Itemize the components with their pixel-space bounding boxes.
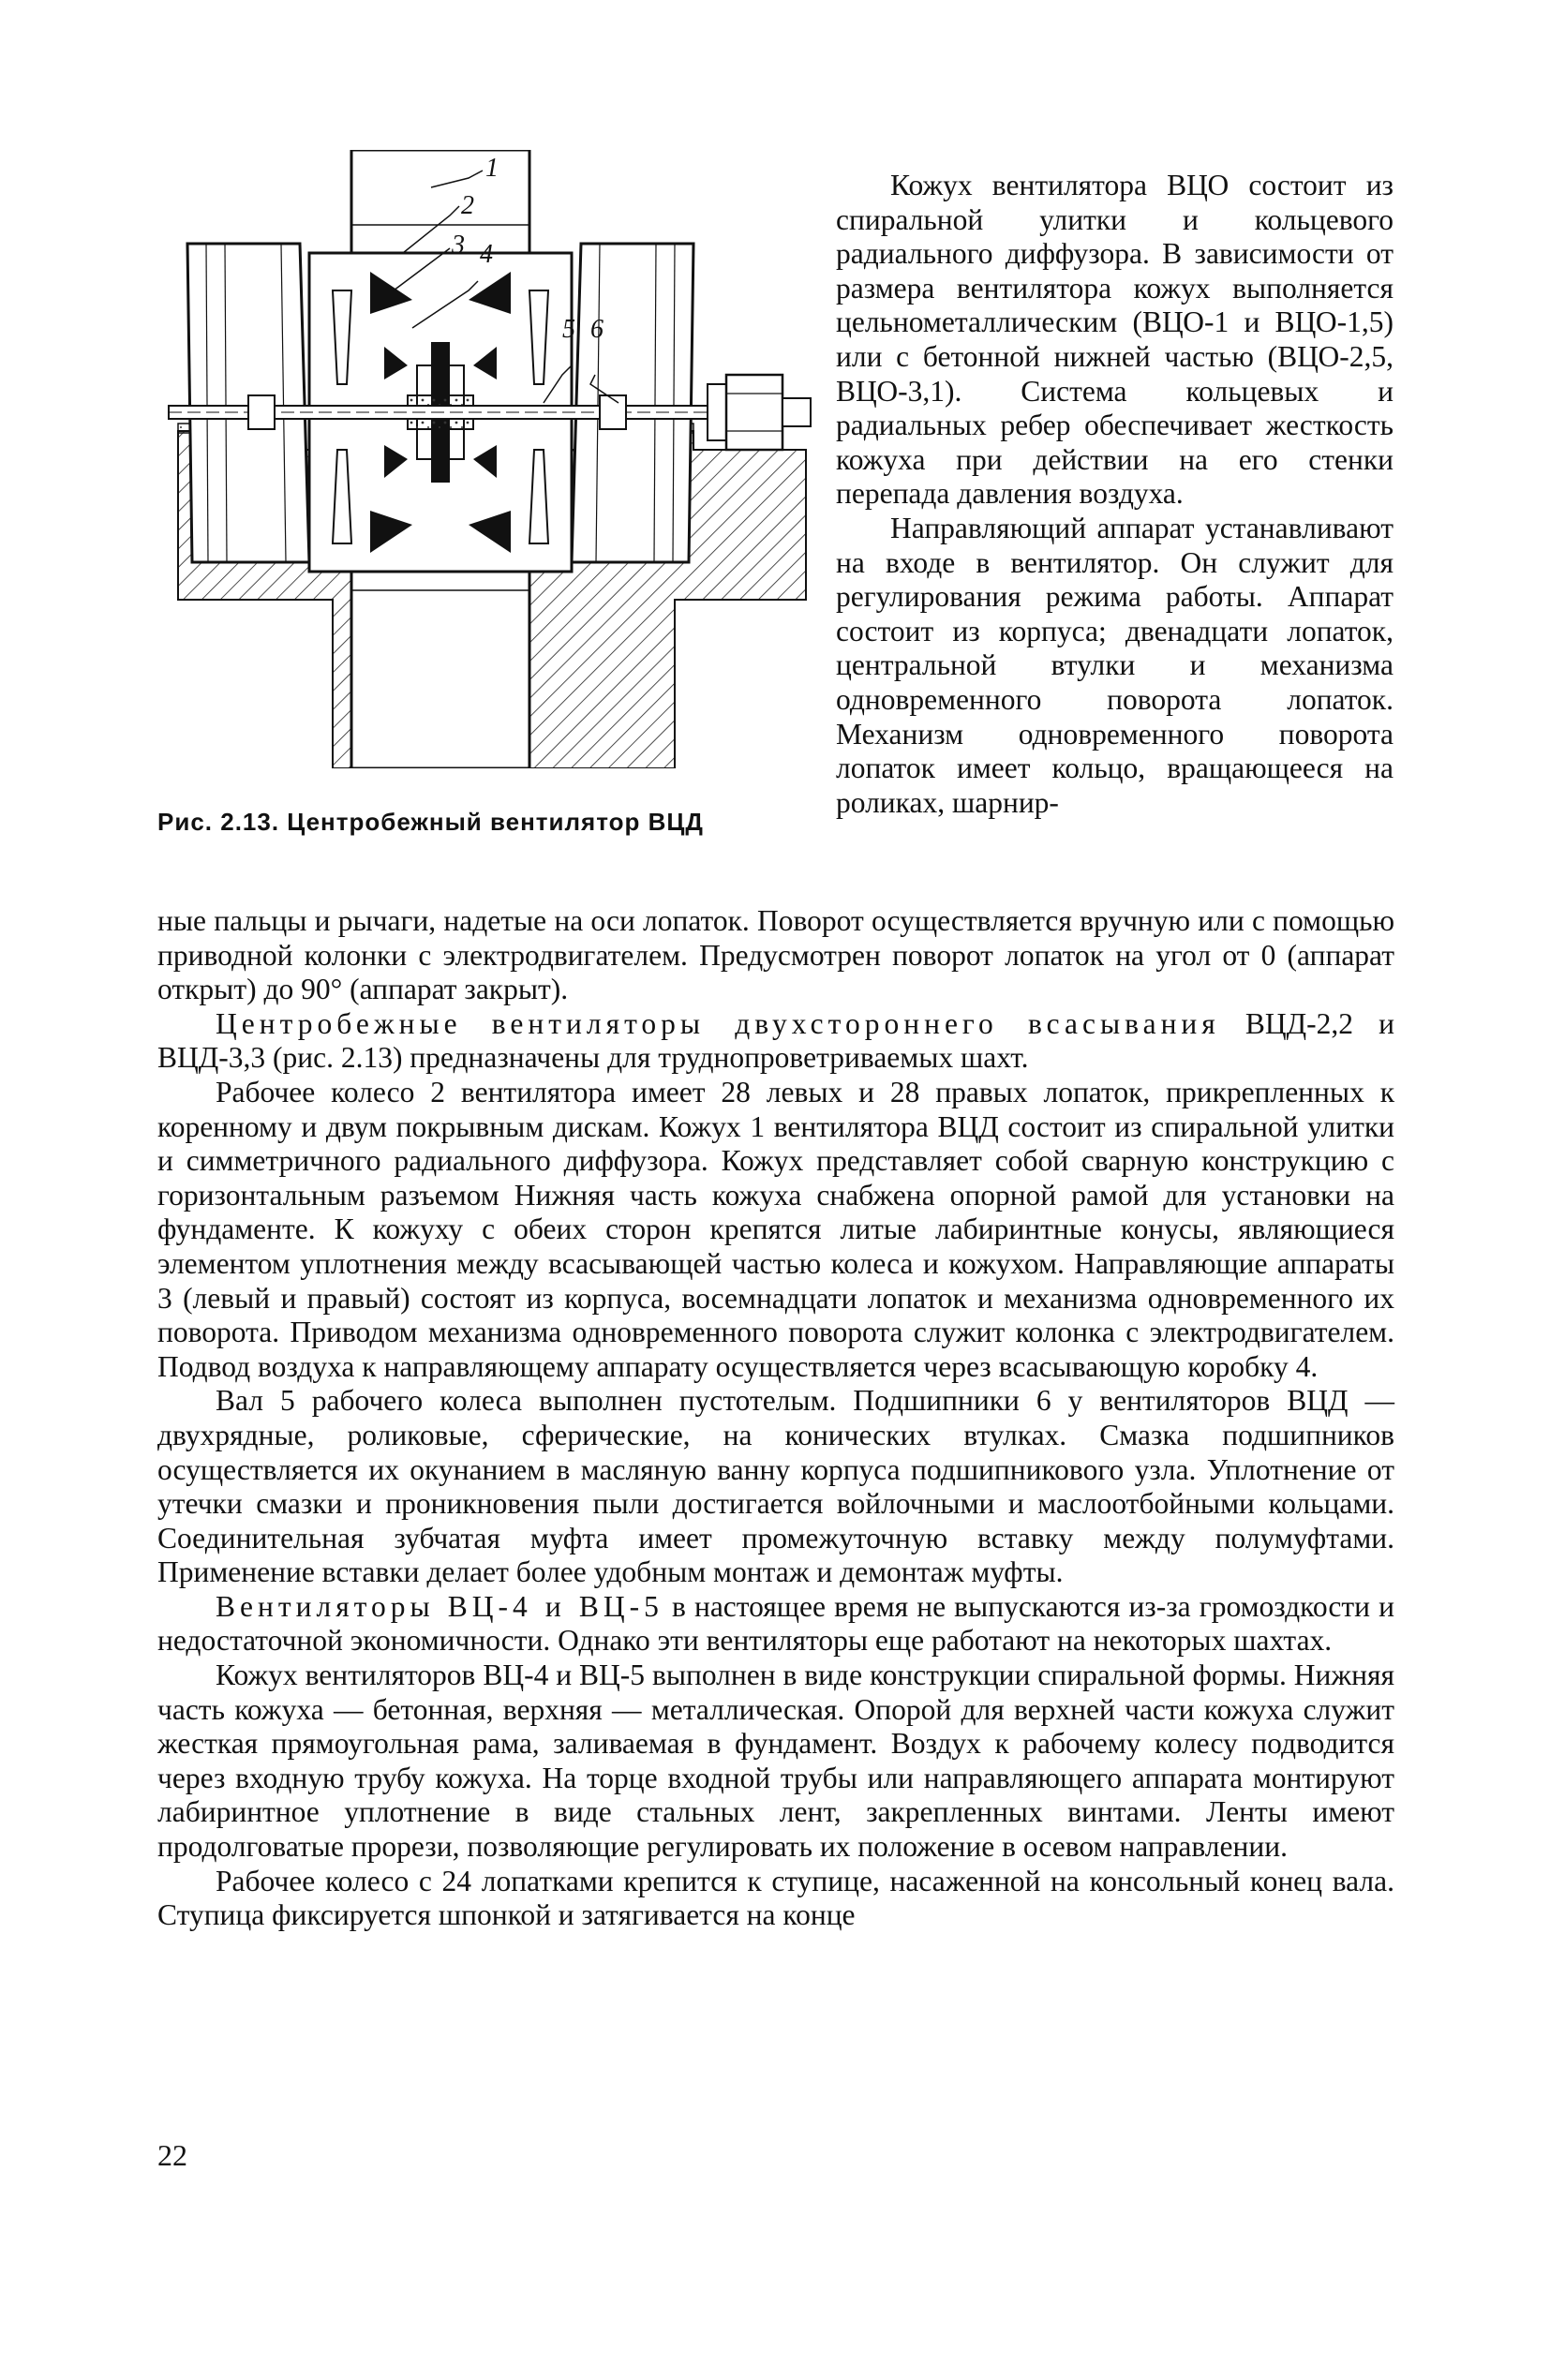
callout-3: 3 [452,231,465,260]
paragraph-shaft: Вал 5 рабочего колеса выполнен пустотелым. Подшипники 6 у вентиляторов ВЦД — двухрядные, роликовые, сферические, на конических втулках. Смазка подшипников осуществляется их окунанием в масляную ванну корпуса подшипникового узла. Уплотнение от утечки смазки и проникновения пыли достигается войлочными и маслоотбойными кольцами. Соединительная зубчатая муфта имеет промежуточную вставку между полумуфтами. Применение вставки делает более удобным монтаж и демонтаж муфты. [157,1384,1394,1589]
callout-2: 2 [461,191,474,220]
drive-housing [726,375,782,450]
side-text-column [836,169,1394,820]
paragraph-vc4-intro [157,1590,1394,1659]
paragraph-continuation: ные пальцы и рычаги, надетые на оси лопаток. Поворот осуществляется вручную или с помощью приводной колонки с электродвигателем. Предусмотрен поворот лопаток на угол от 0 (аппарат открыт) до 90° (аппарат закрыт). [157,904,1394,1006]
callout-4: 4 [480,240,493,269]
bearing-left [248,395,275,429]
fan-cross-section-drawing [150,150,825,768]
paragraph-vc4-rest: в настоящее время не выпускаются из-за громоздкости и недостаточной экономичности. Однако эти вентиляторы еще работают на некоторых шахтах. [157,1589,1394,1658]
spaced-term-vcd: Центробежные вентиляторы двухстороннего всасывания [216,1006,1220,1040]
spaced-term-vc4: Вентиляторы ВЦ-4 и ВЦ-5 [216,1589,663,1623]
paragraph-impeller: Рабочее колесо 2 вентилятора имеет 28 левых и 28 правых лопаток, прикрепленных к коренному и двум покрывным дискам. Кожух 1 вентилятора ВЦД состоит из спиральной улитки и симметричного радиального диффузора. Кожух представляет собой сварную конструкцию с горизонтальным разъемом Нижняя часть кожуха снабжена опорной рамой для установки на фундаменте. К кожуху с обеих сторон крепятся литые лабиринтные конусы, являющиеся элементом уплотнения между всасывающей частью колеса и кожухом. Направляющие аппараты 3 (левый и правый) состоят из корпуса, восемнадцати лопаток и механизма одновременного их поворота. Приводом механизма одновременного поворота служит колонка с электродвигателем. Подвод воздуха к направляющему аппарату осуществляется через всасывающую коробку 4. [157,1075,1394,1383]
callout-5: 5 [562,315,575,344]
paragraph-vco-casing: Кожух вентилятора ВЦО состоит из спиральной улитки и кольцевого радиального диффузора. В зависимости от размера вентилятора кожух выполняется цельнометаллическим (ВЦО-1 и ВЦО-1,5) или с бетонной нижней частью (ВЦО-2,5, ВЦО-3,1). Система кольцевых и радиальных ребер обеспечивает жесткость кожуха при действии на его стенки перепада давления воздуха. [836,169,1394,511]
paragraph-vcd-intro [157,1007,1394,1076]
paragraph-hub: Рабочее колесо с 24 лопатками крепится к ступице, насаженной на консольный конец вала. Ступица фиксируется шпонкой и затягивается на конце [157,1864,1394,1932]
coupling [708,384,726,440]
callout-6: 6 [590,315,604,344]
paragraph-guide-apparatus: Направляющий аппарат устанавливают на входе в вентилятор. Он служит для регулирования режима работы. Аппарат состоит из корпуса; двенадцати лопаток, центральной втулки и механизма одновременного поворота лопаток. Механизм одновременного поворота лопаток имеет кольцо, вращающееся на роликах, шарнир- [836,511,1394,819]
upper-duct [351,150,529,253]
bearing-right [600,395,626,429]
callout-1: 1 [485,154,499,183]
paragraph-vcd-rest: ВЦД-2,2 и ВЦД-3,3 (рис. 2.13) предназначены для труднопроветриваемых шахт. [157,1006,1395,1075]
suction-box-right [572,244,693,562]
lower-duct [351,572,529,768]
page-number: 22 [157,2138,187,2172]
paragraph-vc-casing: Кожух вентиляторов ВЦ-4 и ВЦ-5 выполнен в виде конструкции спиральной формы. Нижняя часть кожуха — бетонная, верхняя — металлическая. Опорой для верхней части кожуха служит жесткая прямоугольная рама, заливаемая в фундамент. Воздух к рабочему колесу подводится через входную трубу кожуха. На торце входной трубы или направляющего аппарата монтируют лабиринтное уплотнение в виде стальных лент, закрепленных винтами. Ленты имеют продолговатые прорези, позволяющие регулировать их положение в осевом направлении. [157,1659,1394,1864]
figure-caption: Рис. 2.13. Центробежный вентилятор ВЦД [157,808,704,836]
main-text-column [157,904,1394,1933]
fan-drawing-figure [150,150,825,768]
